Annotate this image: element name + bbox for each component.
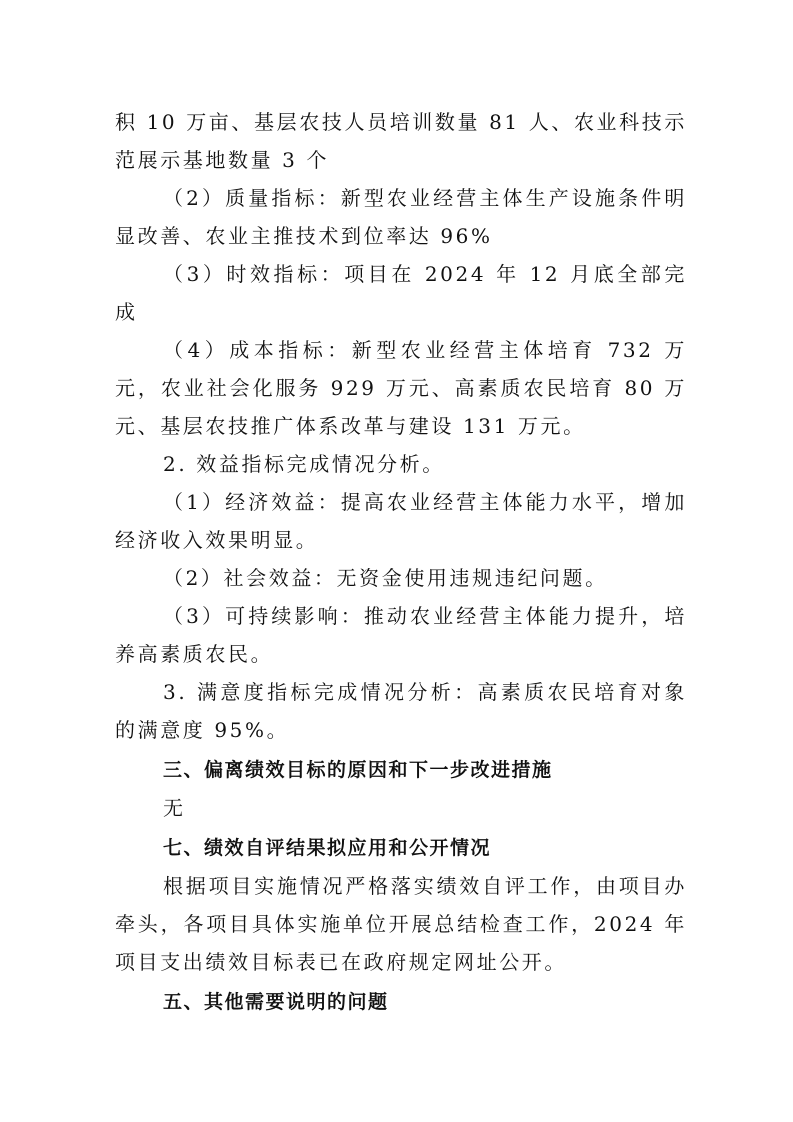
paragraph-quality-indicator: （2）质量指标：新型农业经营主体生产设施条件明显改善、农业主推技术到位率达 96% <box>115 186 687 248</box>
paragraph-none: 无 <box>163 796 186 820</box>
paragraph-benefit-analysis: 2. 效益指标完成情况分析。 <box>163 452 445 476</box>
paragraph-quantity-continuation: 积 10 万亩、基层农技人员培训数量 81 人、农业科技示范展示基地数量 3 个 <box>115 110 687 172</box>
document-page <box>115 103 687 1021</box>
paragraph-timeliness-indicator: （3）时效指标：项目在 2024 年 12 月底全部完成 <box>115 262 687 324</box>
section-heading-deviation-reasons: 三、偏离绩效目标的原因和下一步改进措施 <box>163 759 553 781</box>
paragraph-cost-indicator: （4）成本指标：新型农业经营主体培育 732 万元，农业社会化服务 929 万元、高素质农民培育 80 万元、基层农技推广体系改革与建设 131 万元。 <box>115 338 687 438</box>
paragraph-economic-benefit: （1）经济效益：提高农业经营主体能力水平，增加经济收入效果明显。 <box>115 490 687 552</box>
section-heading-results-application: 七、绩效自评结果拟应用和公开情况 <box>163 837 492 859</box>
paragraph-satisfaction-analysis: 3. 满意度指标完成情况分析：高素质农民培育对象的满意度 95%。 <box>115 680 687 742</box>
paragraph-social-benefit: （2）社会效益：无资金使用违规违纪问题。 <box>163 566 608 590</box>
section-heading-other-issues: 五、其他需要说明的问题 <box>163 991 389 1013</box>
paragraph-sustainable-impact: （3）可持续影响：推动农业经营主体能力提升，培养高素质农民。 <box>115 604 687 666</box>
paragraph-results-application: 根据项目实施情况严格落实绩效自评工作，由项目办牵头，各项目具体实施单位开展总结检查工作，2024 年项目支出绩效目标表已在政府规定网址公开。 <box>115 874 687 974</box>
